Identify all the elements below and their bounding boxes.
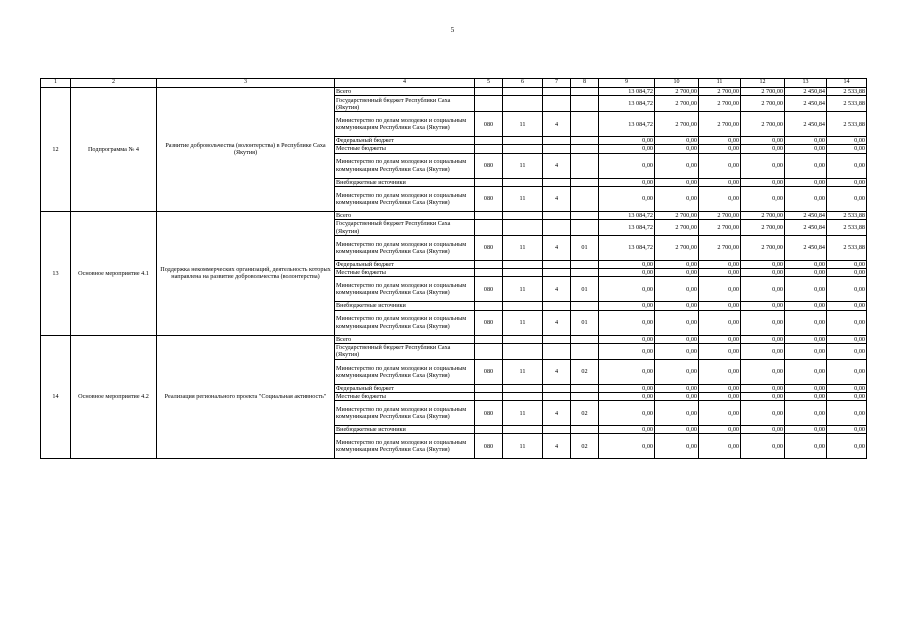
column-header: 8 xyxy=(571,79,599,88)
code-subprogram-cell xyxy=(543,426,571,434)
code-section-cell: 11 xyxy=(503,359,543,384)
program-name-cell: Основное мероприятие 4.1 xyxy=(71,211,157,335)
amount-cell: 0,00 xyxy=(655,153,699,178)
code-section-cell: 11 xyxy=(503,434,543,459)
amount-cell: 2 700,00 xyxy=(655,220,699,236)
amount-cell: 2 700,00 xyxy=(655,88,699,96)
code-grbs-cell xyxy=(475,335,503,343)
amount-cell: 0,00 xyxy=(785,302,827,310)
amount-cell: 0,00 xyxy=(741,401,785,426)
amount-cell: 0,00 xyxy=(785,153,827,178)
amount-cell: 0,00 xyxy=(599,335,655,343)
funding-source-cell: Местные бюджеты xyxy=(335,269,475,277)
table-row xyxy=(41,211,867,219)
amount-cell: 0,00 xyxy=(655,343,699,359)
amount-cell: 13 084,72 xyxy=(599,236,655,261)
code-activity-cell xyxy=(571,211,599,219)
code-subprogram-cell xyxy=(543,137,571,145)
amount-cell: 0,00 xyxy=(599,178,655,186)
amount-cell: 0,00 xyxy=(785,137,827,145)
amount-cell: 0,00 xyxy=(785,401,827,426)
amount-cell: 13 084,72 xyxy=(599,112,655,137)
row-number-cell: 12 xyxy=(41,88,71,212)
code-subprogram-cell xyxy=(543,220,571,236)
amount-cell: 2 700,00 xyxy=(741,211,785,219)
code-subprogram-cell xyxy=(543,393,571,401)
amount-cell: 2 700,00 xyxy=(741,88,785,96)
code-section-cell xyxy=(503,137,543,145)
code-subprogram-cell: 4 xyxy=(543,359,571,384)
amount-cell: 0,00 xyxy=(827,145,867,153)
code-activity-cell xyxy=(571,343,599,359)
amount-cell: 0,00 xyxy=(599,343,655,359)
code-grbs-cell: 080 xyxy=(475,359,503,384)
code-subprogram-cell xyxy=(543,384,571,392)
amount-cell: 0,00 xyxy=(655,310,699,335)
amount-cell: 0,00 xyxy=(827,310,867,335)
code-section-cell xyxy=(503,88,543,96)
amount-cell: 0,00 xyxy=(599,393,655,401)
code-activity-cell xyxy=(571,384,599,392)
amount-cell: 2 700,00 xyxy=(699,96,741,112)
code-subprogram-cell: 4 xyxy=(543,186,571,211)
code-grbs-cell xyxy=(475,393,503,401)
amount-cell: 2 533,88 xyxy=(827,88,867,96)
amount-cell: 0,00 xyxy=(699,261,741,269)
code-grbs-cell xyxy=(475,96,503,112)
code-section-cell: 11 xyxy=(503,310,543,335)
table-row xyxy=(41,88,867,96)
amount-cell: 2 700,00 xyxy=(741,96,785,112)
code-activity-cell: 01 xyxy=(571,310,599,335)
amount-cell: 0,00 xyxy=(827,434,867,459)
amount-cell: 0,00 xyxy=(785,434,827,459)
code-grbs-cell xyxy=(475,343,503,359)
amount-cell: 2 700,00 xyxy=(699,220,741,236)
amount-cell: 0,00 xyxy=(785,145,827,153)
amount-cell: 0,00 xyxy=(741,335,785,343)
column-header: 1 xyxy=(41,79,71,88)
amount-cell: 0,00 xyxy=(741,384,785,392)
code-grbs-cell: 080 xyxy=(475,186,503,211)
amount-cell: 0,00 xyxy=(699,384,741,392)
funding-source-cell: Министерство по делам молодежи и социальным коммуникациям Республики Саха (Якутия) xyxy=(335,434,475,459)
amount-cell: 0,00 xyxy=(827,261,867,269)
code-activity-cell: 02 xyxy=(571,434,599,459)
amount-cell: 0,00 xyxy=(599,269,655,277)
amount-cell: 0,00 xyxy=(827,426,867,434)
amount-cell: 0,00 xyxy=(741,277,785,302)
amount-cell: 0,00 xyxy=(827,359,867,384)
code-grbs-cell: 080 xyxy=(475,310,503,335)
amount-cell: 0,00 xyxy=(827,269,867,277)
amount-cell: 0,00 xyxy=(827,384,867,392)
code-subprogram-cell: 4 xyxy=(543,236,571,261)
amount-cell: 0,00 xyxy=(827,137,867,145)
amount-cell: 0,00 xyxy=(699,426,741,434)
funding-source-cell: Всего xyxy=(335,88,475,96)
code-activity-cell xyxy=(571,186,599,211)
code-section-cell xyxy=(503,426,543,434)
amount-cell: 0,00 xyxy=(827,393,867,401)
code-activity-cell xyxy=(571,393,599,401)
code-subprogram-cell: 4 xyxy=(543,434,571,459)
amount-cell: 0,00 xyxy=(699,269,741,277)
amount-cell: 0,00 xyxy=(785,359,827,384)
amount-cell: 2 700,00 xyxy=(741,220,785,236)
program-name-cell: Подпрограмма № 4 xyxy=(71,88,157,212)
column-header: 11 xyxy=(699,79,741,88)
code-section-cell: 11 xyxy=(503,112,543,137)
amount-cell: 0,00 xyxy=(785,277,827,302)
code-activity-cell xyxy=(571,426,599,434)
amount-cell: 0,00 xyxy=(599,153,655,178)
amount-cell: 0,00 xyxy=(699,302,741,310)
amount-cell: 0,00 xyxy=(741,178,785,186)
funding-source-cell: Всего xyxy=(335,211,475,219)
code-grbs-cell xyxy=(475,426,503,434)
amount-cell: 0,00 xyxy=(741,261,785,269)
code-subprogram-cell xyxy=(543,335,571,343)
code-subprogram-cell xyxy=(543,96,571,112)
code-subprogram-cell xyxy=(543,302,571,310)
code-subprogram-cell xyxy=(543,145,571,153)
amount-cell: 0,00 xyxy=(699,359,741,384)
amount-cell: 2 533,88 xyxy=(827,96,867,112)
code-subprogram-cell: 4 xyxy=(543,153,571,178)
amount-cell: 2 450,84 xyxy=(785,220,827,236)
code-grbs-cell xyxy=(475,261,503,269)
amount-cell: 0,00 xyxy=(655,137,699,145)
code-subprogram-cell: 4 xyxy=(543,112,571,137)
funding-source-cell: Государственный бюджет Республики Саха (Якутия) xyxy=(335,96,475,112)
amount-cell: 2 700,00 xyxy=(699,88,741,96)
amount-cell: 2 533,88 xyxy=(827,236,867,261)
amount-cell: 0,00 xyxy=(785,426,827,434)
funding-source-cell: Государственный бюджет Республики Саха (Якутия) xyxy=(335,220,475,236)
budget-table xyxy=(40,78,867,459)
amount-cell: 0,00 xyxy=(785,269,827,277)
code-activity-cell xyxy=(571,269,599,277)
code-section-cell: 11 xyxy=(503,186,543,211)
code-activity-cell: 02 xyxy=(571,359,599,384)
amount-cell: 0,00 xyxy=(741,302,785,310)
code-activity-cell xyxy=(571,96,599,112)
amount-cell: 0,00 xyxy=(699,137,741,145)
amount-cell: 2 450,84 xyxy=(785,236,827,261)
funding-source-cell: Министерство по делам молодежи и социальным коммуникациям Республики Саха (Якутия) xyxy=(335,112,475,137)
amount-cell: 0,00 xyxy=(655,302,699,310)
amount-cell: 0,00 xyxy=(599,186,655,211)
funding-source-cell: Всего xyxy=(335,335,475,343)
amount-cell: 0,00 xyxy=(699,178,741,186)
code-subprogram-cell xyxy=(543,261,571,269)
code-grbs-cell: 080 xyxy=(475,236,503,261)
table-body xyxy=(41,88,867,459)
amount-cell: 0,00 xyxy=(827,343,867,359)
amount-cell: 0,00 xyxy=(827,302,867,310)
code-section-cell: 11 xyxy=(503,236,543,261)
amount-cell: 0,00 xyxy=(741,393,785,401)
code-grbs-cell xyxy=(475,220,503,236)
code-section-cell xyxy=(503,269,543,277)
amount-cell: 0,00 xyxy=(827,277,867,302)
amount-cell: 0,00 xyxy=(655,335,699,343)
amount-cell: 0,00 xyxy=(827,178,867,186)
amount-cell: 2 450,84 xyxy=(785,96,827,112)
amount-cell: 2 700,00 xyxy=(655,96,699,112)
amount-cell: 0,00 xyxy=(741,434,785,459)
row-number-cell: 13 xyxy=(41,211,71,335)
code-grbs-cell: 080 xyxy=(475,434,503,459)
column-header: 2 xyxy=(71,79,157,88)
funding-source-cell: Внебюджетные источники xyxy=(335,178,475,186)
amount-cell: 2 533,88 xyxy=(827,112,867,137)
amount-cell: 0,00 xyxy=(699,335,741,343)
amount-cell: 0,00 xyxy=(785,335,827,343)
amount-cell: 0,00 xyxy=(655,261,699,269)
amount-cell: 2 700,00 xyxy=(655,211,699,219)
code-section-cell: 11 xyxy=(503,277,543,302)
funding-source-cell: Министерство по делам молодежи и социальным коммуникациям Республики Саха (Якутия) xyxy=(335,153,475,178)
amount-cell: 0,00 xyxy=(655,426,699,434)
code-subprogram-cell xyxy=(543,178,571,186)
code-activity-cell: 01 xyxy=(571,236,599,261)
amount-cell: 2 450,84 xyxy=(785,211,827,219)
code-activity-cell xyxy=(571,302,599,310)
amount-cell: 0,00 xyxy=(699,401,741,426)
code-grbs-cell xyxy=(475,88,503,96)
funding-source-cell: Внебюджетные источники xyxy=(335,426,475,434)
code-section-cell xyxy=(503,220,543,236)
code-section-cell xyxy=(503,384,543,392)
amount-cell: 0,00 xyxy=(741,343,785,359)
code-subprogram-cell xyxy=(543,211,571,219)
code-grbs-cell: 080 xyxy=(475,112,503,137)
amount-cell: 0,00 xyxy=(699,186,741,211)
amount-cell: 0,00 xyxy=(699,343,741,359)
code-grbs-cell xyxy=(475,302,503,310)
code-section-cell xyxy=(503,261,543,269)
amount-cell: 0,00 xyxy=(599,359,655,384)
header-row xyxy=(41,79,867,88)
amount-cell: 2 700,00 xyxy=(655,236,699,261)
amount-cell: 0,00 xyxy=(785,178,827,186)
funding-source-cell: Министерство по делам молодежи и социальным коммуникациям Республики Саха (Якутия) xyxy=(335,310,475,335)
column-header: 4 xyxy=(335,79,475,88)
amount-cell: 0,00 xyxy=(741,310,785,335)
amount-cell: 2 700,00 xyxy=(655,112,699,137)
funding-source-cell: Федеральный бюджет xyxy=(335,261,475,269)
amount-cell: 2 700,00 xyxy=(741,112,785,137)
amount-cell: 2 533,88 xyxy=(827,220,867,236)
amount-cell: 2 700,00 xyxy=(699,236,741,261)
funding-source-cell: Министерство по делам молодежи и социальным коммуникациям Республики Саха (Якутия) xyxy=(335,186,475,211)
amount-cell: 0,00 xyxy=(655,401,699,426)
amount-cell: 0,00 xyxy=(827,153,867,178)
amount-cell: 0,00 xyxy=(827,401,867,426)
column-header: 14 xyxy=(827,79,867,88)
amount-cell: 0,00 xyxy=(699,434,741,459)
amount-cell: 0,00 xyxy=(699,277,741,302)
code-section-cell xyxy=(503,343,543,359)
amount-cell: 0,00 xyxy=(785,384,827,392)
code-activity-cell xyxy=(571,261,599,269)
code-section-cell xyxy=(503,96,543,112)
amount-cell: 0,00 xyxy=(741,269,785,277)
code-activity-cell: 01 xyxy=(571,277,599,302)
funding-source-cell: Федеральный бюджет xyxy=(335,137,475,145)
funding-source-cell: Внебюджетные источники xyxy=(335,302,475,310)
amount-cell: 0,00 xyxy=(785,343,827,359)
amount-cell: 0,00 xyxy=(599,426,655,434)
code-section-cell: 11 xyxy=(503,153,543,178)
amount-cell: 2 533,88 xyxy=(827,211,867,219)
funding-source-cell: Местные бюджеты xyxy=(335,393,475,401)
amount-cell: 0,00 xyxy=(741,137,785,145)
code-activity-cell: 02 xyxy=(571,401,599,426)
funding-source-cell: Министерство по делам молодежи и социальным коммуникациям Республики Саха (Якутия) xyxy=(335,401,475,426)
code-section-cell xyxy=(503,335,543,343)
amount-cell: 13 084,72 xyxy=(599,220,655,236)
amount-cell: 0,00 xyxy=(699,153,741,178)
program-description-cell: Реализация регионального проекта "Социальная активность" xyxy=(157,335,335,459)
amount-cell: 13 084,72 xyxy=(599,88,655,96)
code-activity-cell xyxy=(571,220,599,236)
column-header: 6 xyxy=(503,79,543,88)
amount-cell: 2 700,00 xyxy=(699,211,741,219)
amount-cell: 0,00 xyxy=(785,393,827,401)
amount-cell: 0,00 xyxy=(785,261,827,269)
amount-cell: 2 700,00 xyxy=(699,112,741,137)
amount-cell: 0,00 xyxy=(599,401,655,426)
amount-cell: 0,00 xyxy=(655,359,699,384)
amount-cell: 0,00 xyxy=(785,310,827,335)
program-description-cell: Развитие добровольчества (волонтерства) в Республике Саха (Якутия) xyxy=(157,88,335,212)
code-grbs-cell: 080 xyxy=(475,401,503,426)
column-header: 7 xyxy=(543,79,571,88)
amount-cell: 0,00 xyxy=(599,302,655,310)
program-description-cell: Поддержка некоммерческих организаций, деятельность которых направлена на развитие добровольчества (волонтерства) xyxy=(157,211,335,335)
amount-cell: 0,00 xyxy=(741,145,785,153)
amount-cell: 0,00 xyxy=(699,393,741,401)
code-section-cell xyxy=(503,145,543,153)
column-header: 5 xyxy=(475,79,503,88)
amount-cell: 0,00 xyxy=(599,137,655,145)
column-header: 9 xyxy=(599,79,655,88)
amount-cell: 0,00 xyxy=(599,434,655,459)
amount-cell: 0,00 xyxy=(785,186,827,211)
amount-cell: 2 700,00 xyxy=(741,236,785,261)
funding-source-cell: Министерство по делам молодежи и социальным коммуникациям Республики Саха (Якутия) xyxy=(335,359,475,384)
code-subprogram-cell: 4 xyxy=(543,277,571,302)
amount-cell: 0,00 xyxy=(599,310,655,335)
code-grbs-cell xyxy=(475,211,503,219)
amount-cell: 0,00 xyxy=(655,434,699,459)
code-activity-cell xyxy=(571,137,599,145)
code-section-cell xyxy=(503,211,543,219)
amount-cell: 0,00 xyxy=(741,186,785,211)
code-activity-cell xyxy=(571,88,599,96)
code-activity-cell xyxy=(571,335,599,343)
funding-source-cell: Государственный бюджет Республики Саха (Якутия) xyxy=(335,343,475,359)
code-grbs-cell: 080 xyxy=(475,277,503,302)
amount-cell: 0,00 xyxy=(599,145,655,153)
code-subprogram-cell xyxy=(543,88,571,96)
column-header: 12 xyxy=(741,79,785,88)
code-section-cell: 11 xyxy=(503,401,543,426)
code-grbs-cell: 080 xyxy=(475,153,503,178)
amount-cell: 13 084,72 xyxy=(599,96,655,112)
amount-cell: 0,00 xyxy=(699,145,741,153)
amount-cell: 13 084,72 xyxy=(599,211,655,219)
table-row xyxy=(41,335,867,343)
row-number-cell: 14 xyxy=(41,335,71,459)
funding-source-cell: Федеральный бюджет xyxy=(335,384,475,392)
program-name-cell: Основное мероприятие 4.2 xyxy=(71,335,157,459)
amount-cell: 0,00 xyxy=(599,277,655,302)
column-header: 10 xyxy=(655,79,699,88)
amount-cell: 0,00 xyxy=(827,335,867,343)
amount-cell: 0,00 xyxy=(699,310,741,335)
amount-cell: 0,00 xyxy=(655,145,699,153)
code-activity-cell xyxy=(571,178,599,186)
code-subprogram-cell: 4 xyxy=(543,401,571,426)
funding-source-cell: Министерство по делам молодежи и социальным коммуникациям Республики Саха (Якутия) xyxy=(335,236,475,261)
amount-cell: 2 450,84 xyxy=(785,88,827,96)
page-number: 5 xyxy=(450,26,455,34)
amount-cell: 0,00 xyxy=(655,277,699,302)
funding-source-cell: Министерство по делам молодежи и социальным коммуникациям Республики Саха (Якутия) xyxy=(335,277,475,302)
amount-cell: 0,00 xyxy=(655,178,699,186)
amount-cell: 0,00 xyxy=(741,153,785,178)
code-section-cell xyxy=(503,393,543,401)
amount-cell: 0,00 xyxy=(655,393,699,401)
column-header: 13 xyxy=(785,79,827,88)
funding-source-cell: Местные бюджеты xyxy=(335,145,475,153)
code-grbs-cell xyxy=(475,178,503,186)
code-grbs-cell xyxy=(475,145,503,153)
code-section-cell xyxy=(503,178,543,186)
code-grbs-cell xyxy=(475,269,503,277)
code-subprogram-cell: 4 xyxy=(543,310,571,335)
amount-cell: 0,00 xyxy=(655,186,699,211)
code-activity-cell xyxy=(571,145,599,153)
code-subprogram-cell xyxy=(543,269,571,277)
amount-cell: 0,00 xyxy=(827,186,867,211)
code-grbs-cell xyxy=(475,384,503,392)
code-activity-cell xyxy=(571,112,599,137)
amount-cell: 0,00 xyxy=(599,384,655,392)
code-subprogram-cell xyxy=(543,343,571,359)
amount-cell: 0,00 xyxy=(655,269,699,277)
column-header: 3 xyxy=(157,79,335,88)
amount-cell: 0,00 xyxy=(741,426,785,434)
amount-cell: 0,00 xyxy=(599,261,655,269)
code-activity-cell xyxy=(571,153,599,178)
code-grbs-cell xyxy=(475,137,503,145)
amount-cell: 0,00 xyxy=(741,359,785,384)
amount-cell: 2 450,84 xyxy=(785,112,827,137)
code-section-cell xyxy=(503,302,543,310)
amount-cell: 0,00 xyxy=(655,384,699,392)
